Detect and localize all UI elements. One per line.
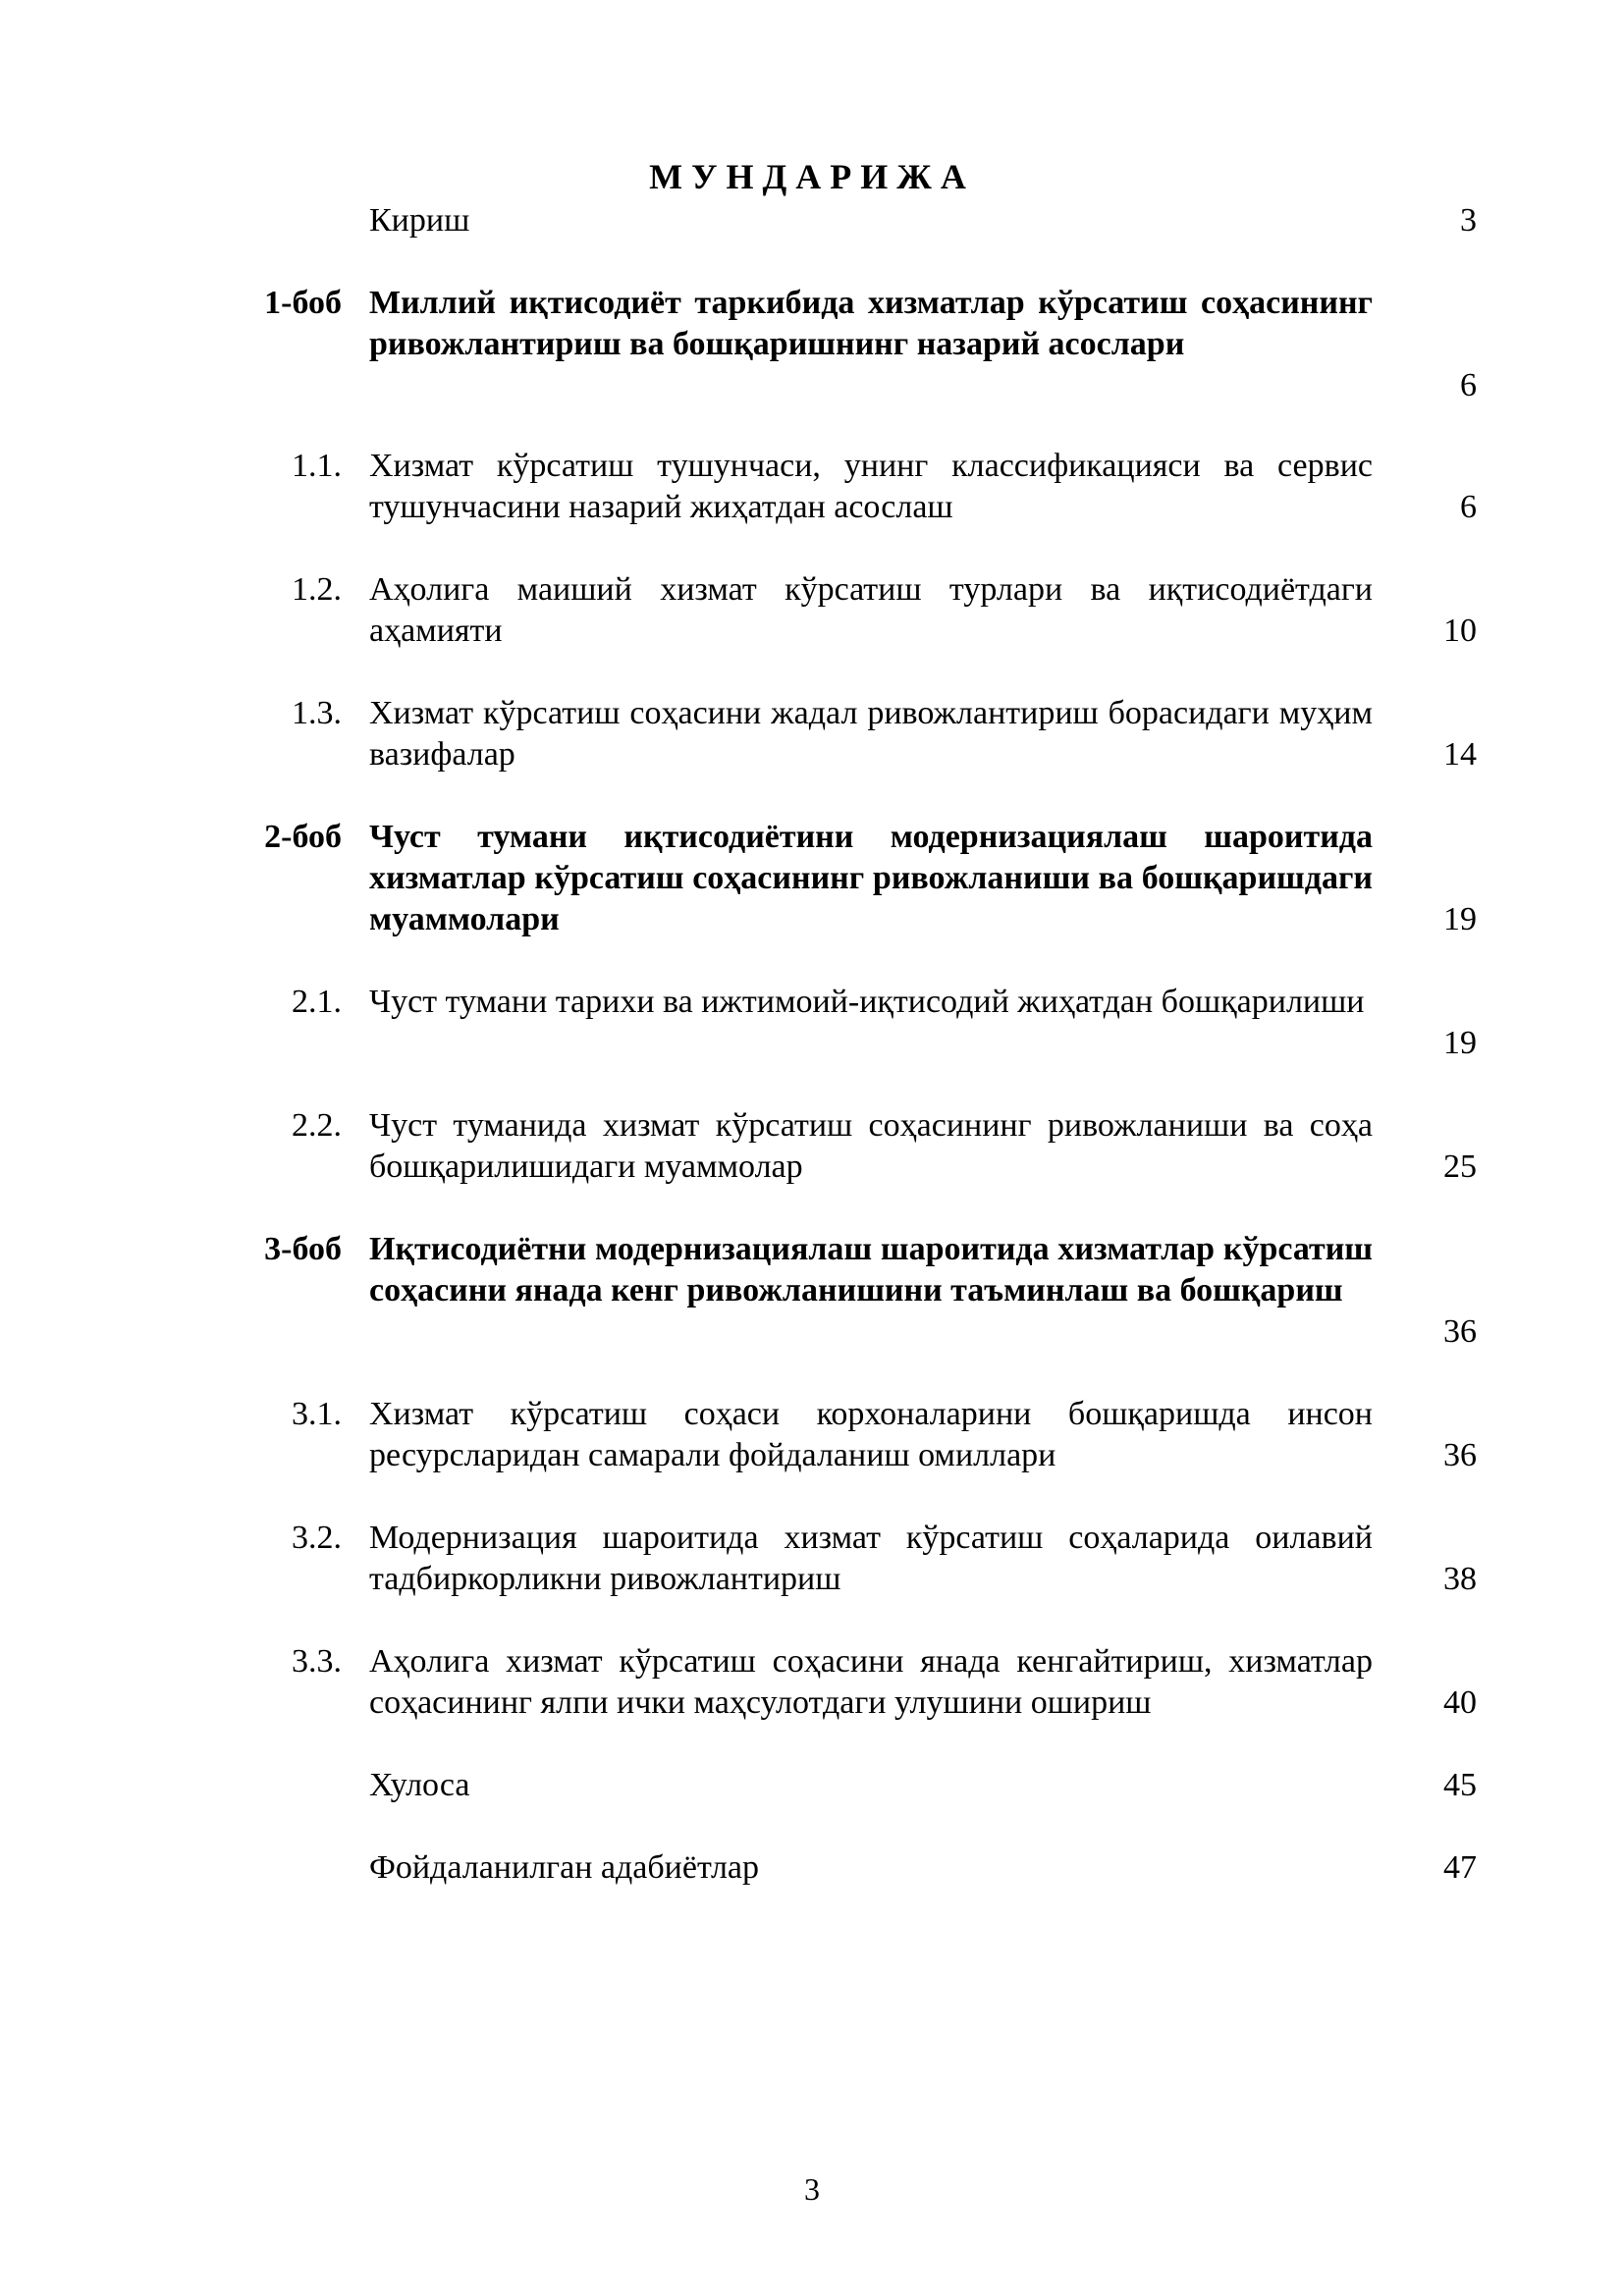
toc-entry-page: 6 [1460,367,1477,403]
toc-entry-number: 3.3. [292,1643,342,1680]
toc-entry-text: Аҳолига маиший хизмат кўрсатиш турлари ва иқтисодиётдаги аҳамияти [369,571,1373,649]
toc-entry-number: 2.2. [292,1107,342,1144]
toc-entry-page: 36 [1443,1313,1477,1350]
toc-entry-number: 3.2. [292,1520,342,1556]
toc-entry-page: 14 [1443,736,1477,773]
toc-entry-text: Хизмат кўрсатиш соҳасини жадал ривожлантириш борасидаги муҳим вазифалар [369,695,1373,773]
toc-entry-text: Чуст тумани тарихи ва ижтимоий-иқтисодий жиҳатдан бошқарилиши [369,984,1365,1020]
page-title: МУНДАРИЖА [649,157,975,196]
toc-entry-page: 38 [1443,1561,1477,1597]
toc-entry-text: Чуст туманида хизмат кўрсатиш соҳасининг ривожланиши ва соҳа бошқарилишидаги муаммолар [369,1107,1373,1185]
toc-entry-page: 19 [1443,901,1477,937]
toc-entry-page: 25 [1443,1148,1477,1185]
toc-entry-text: Хизмат кўрсатиш тушунчаси, унинг классификацияси ва сервис тушунчасини назарий жиҳатдан асослаш [369,448,1373,525]
toc-entry-page: 47 [1443,1849,1477,1886]
toc-entry-page: 19 [1443,1025,1477,1061]
toc-entry-number: 3.1. [292,1396,342,1432]
toc-entry-number: 2.1. [292,984,342,1020]
toc-entry-text: Миллий иқтисодиёт таркибида хизматлар кўрсатиш соҳасининг ривожлантириш ва бошқаришнинг назарий асослари [369,285,1373,362]
page-number: 3 [804,2171,820,2207]
toc-entry-number: 2-боб [264,819,342,855]
toc-entry-number: 1-боб [264,285,342,321]
toc-entry-number: 1.1. [292,448,342,484]
toc-entry-number: 1.2. [292,571,342,608]
toc-entry-text: Аҳолига хизмат кўрсатиш соҳасини янада кенгайтириш, хизматлар соҳасининг ялпи ички маҳсулотдаги улушини ошириш [369,1643,1373,1721]
toc-entry-text: Хулоса [369,1767,470,1803]
toc-entry-number: 1.3. [292,695,342,731]
toc-entry-text: Хизмат кўрсатиш соҳаси корхоналарини бошқаришда инсон ресурсларидан самарали фойдаланиш омиллари [369,1396,1373,1473]
toc-entry-number: 3-боб [264,1231,342,1267]
toc-entry-page: 40 [1443,1684,1477,1721]
toc-entry-text: Иқтисодиётни модернизациялаш шароитида хизматлар кўрсатиш соҳасини янада кенг ривожланишини таъминлаш ва бошқариш [369,1231,1373,1308]
toc-entry-text: Модернизация шароитида хизмат кўрсатиш соҳаларида оилавий тадбиркорликни ривожлантириш [369,1520,1373,1597]
toc-entry-page: 10 [1443,613,1477,649]
toc-entry-text: Чуст тумани иқтисодиётини модернизациялаш шароитида хизматлар кўрсатиш соҳасининг ривожланиши ва бошқаришдаги муаммолари [369,819,1373,937]
toc-entry-page: 3 [1460,202,1477,239]
toc-entry-page: 45 [1443,1767,1477,1803]
toc-entry-page: 6 [1460,489,1477,525]
toc-entry-text: Кириш [369,202,470,239]
toc-entry-text: Фойдаланилган адабиётлар [369,1849,760,1886]
toc-entry-page: 36 [1443,1437,1477,1473]
